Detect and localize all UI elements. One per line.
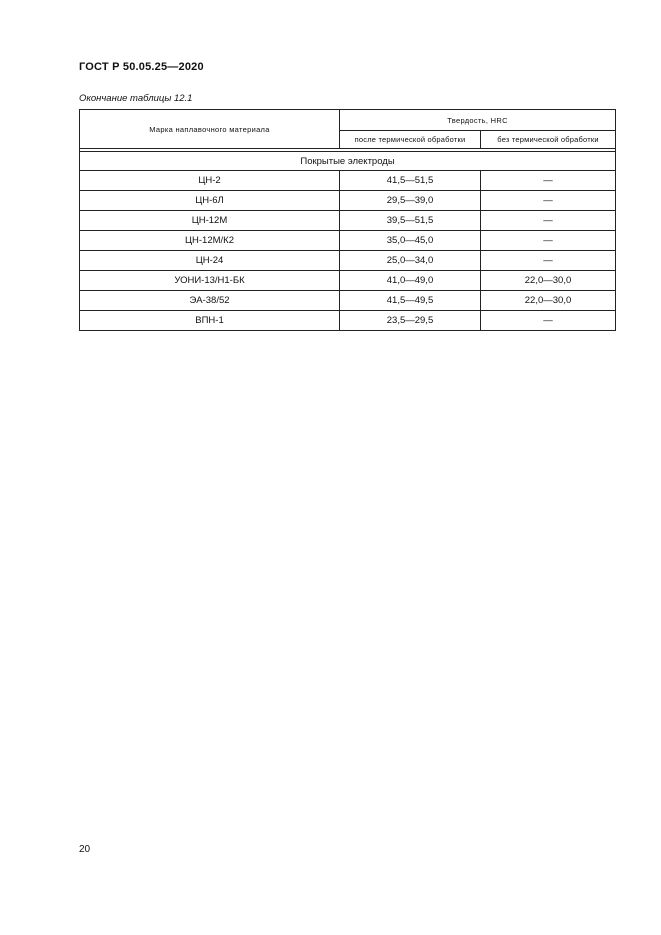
hardness-without-cell: — bbox=[481, 251, 616, 271]
table-caption: Окончание таблицы 12.1 bbox=[79, 93, 193, 104]
table-row bbox=[80, 271, 616, 291]
hardness-after-cell: 25,0—34,0 bbox=[340, 251, 481, 271]
hardness-after-cell: 39,5—51,5 bbox=[340, 211, 481, 231]
hardness-without-cell: 22,0—30,0 bbox=[481, 271, 616, 291]
hardness-after-cell: 41,5—51,5 bbox=[340, 171, 481, 191]
hardness-after-cell: 41,0—49,0 bbox=[340, 271, 481, 291]
hardness-after-cell: 29,5—39,0 bbox=[340, 191, 481, 211]
table-row bbox=[80, 291, 616, 311]
hardness-after-cell: 41,5—49,5 bbox=[340, 291, 481, 311]
header-without-heat-treatment: без термической обработки bbox=[481, 131, 616, 149]
hardness-without-cell: — bbox=[481, 211, 616, 231]
document-code: ГОСТ Р 50.05.25—2020 bbox=[79, 61, 204, 73]
hardness-without-cell: 22,0—30,0 bbox=[481, 291, 616, 311]
hardness-after-cell: 35,0—45,0 bbox=[340, 231, 481, 251]
section-row bbox=[80, 152, 616, 171]
header-after-heat-treatment: после термической обработки bbox=[340, 131, 481, 149]
material-cell: ЦН-12М bbox=[80, 211, 340, 231]
material-cell: ЦН-12М/К2 bbox=[80, 231, 340, 251]
table-row bbox=[80, 171, 616, 191]
table-row bbox=[80, 191, 616, 211]
material-cell: ЦН-6Л bbox=[80, 191, 340, 211]
header-hardness: Твердость, HRC bbox=[340, 110, 616, 131]
hardness-without-cell: — bbox=[481, 231, 616, 251]
hardness-table bbox=[79, 109, 616, 331]
header-material: Марка наплавочного материала bbox=[80, 110, 340, 149]
hardness-without-cell: — bbox=[481, 191, 616, 211]
hardness-after-cell: 23,5—29,5 bbox=[340, 311, 481, 331]
material-cell: УОНИ-13/Н1-БК bbox=[80, 271, 340, 291]
material-cell: ЦН-2 bbox=[80, 171, 340, 191]
page-number: 20 bbox=[79, 844, 91, 855]
table-row bbox=[80, 231, 616, 251]
material-cell: ЦН-24 bbox=[80, 251, 340, 271]
material-cell: ЭА-38/52 bbox=[80, 291, 340, 311]
hardness-without-cell: — bbox=[481, 311, 616, 331]
section-title: Покрытые электроды bbox=[80, 152, 616, 171]
table-row bbox=[80, 251, 616, 271]
material-cell: ВПН-1 bbox=[80, 311, 340, 331]
hardness-without-cell: — bbox=[481, 171, 616, 191]
table-row bbox=[80, 211, 616, 231]
table-row bbox=[80, 311, 616, 331]
